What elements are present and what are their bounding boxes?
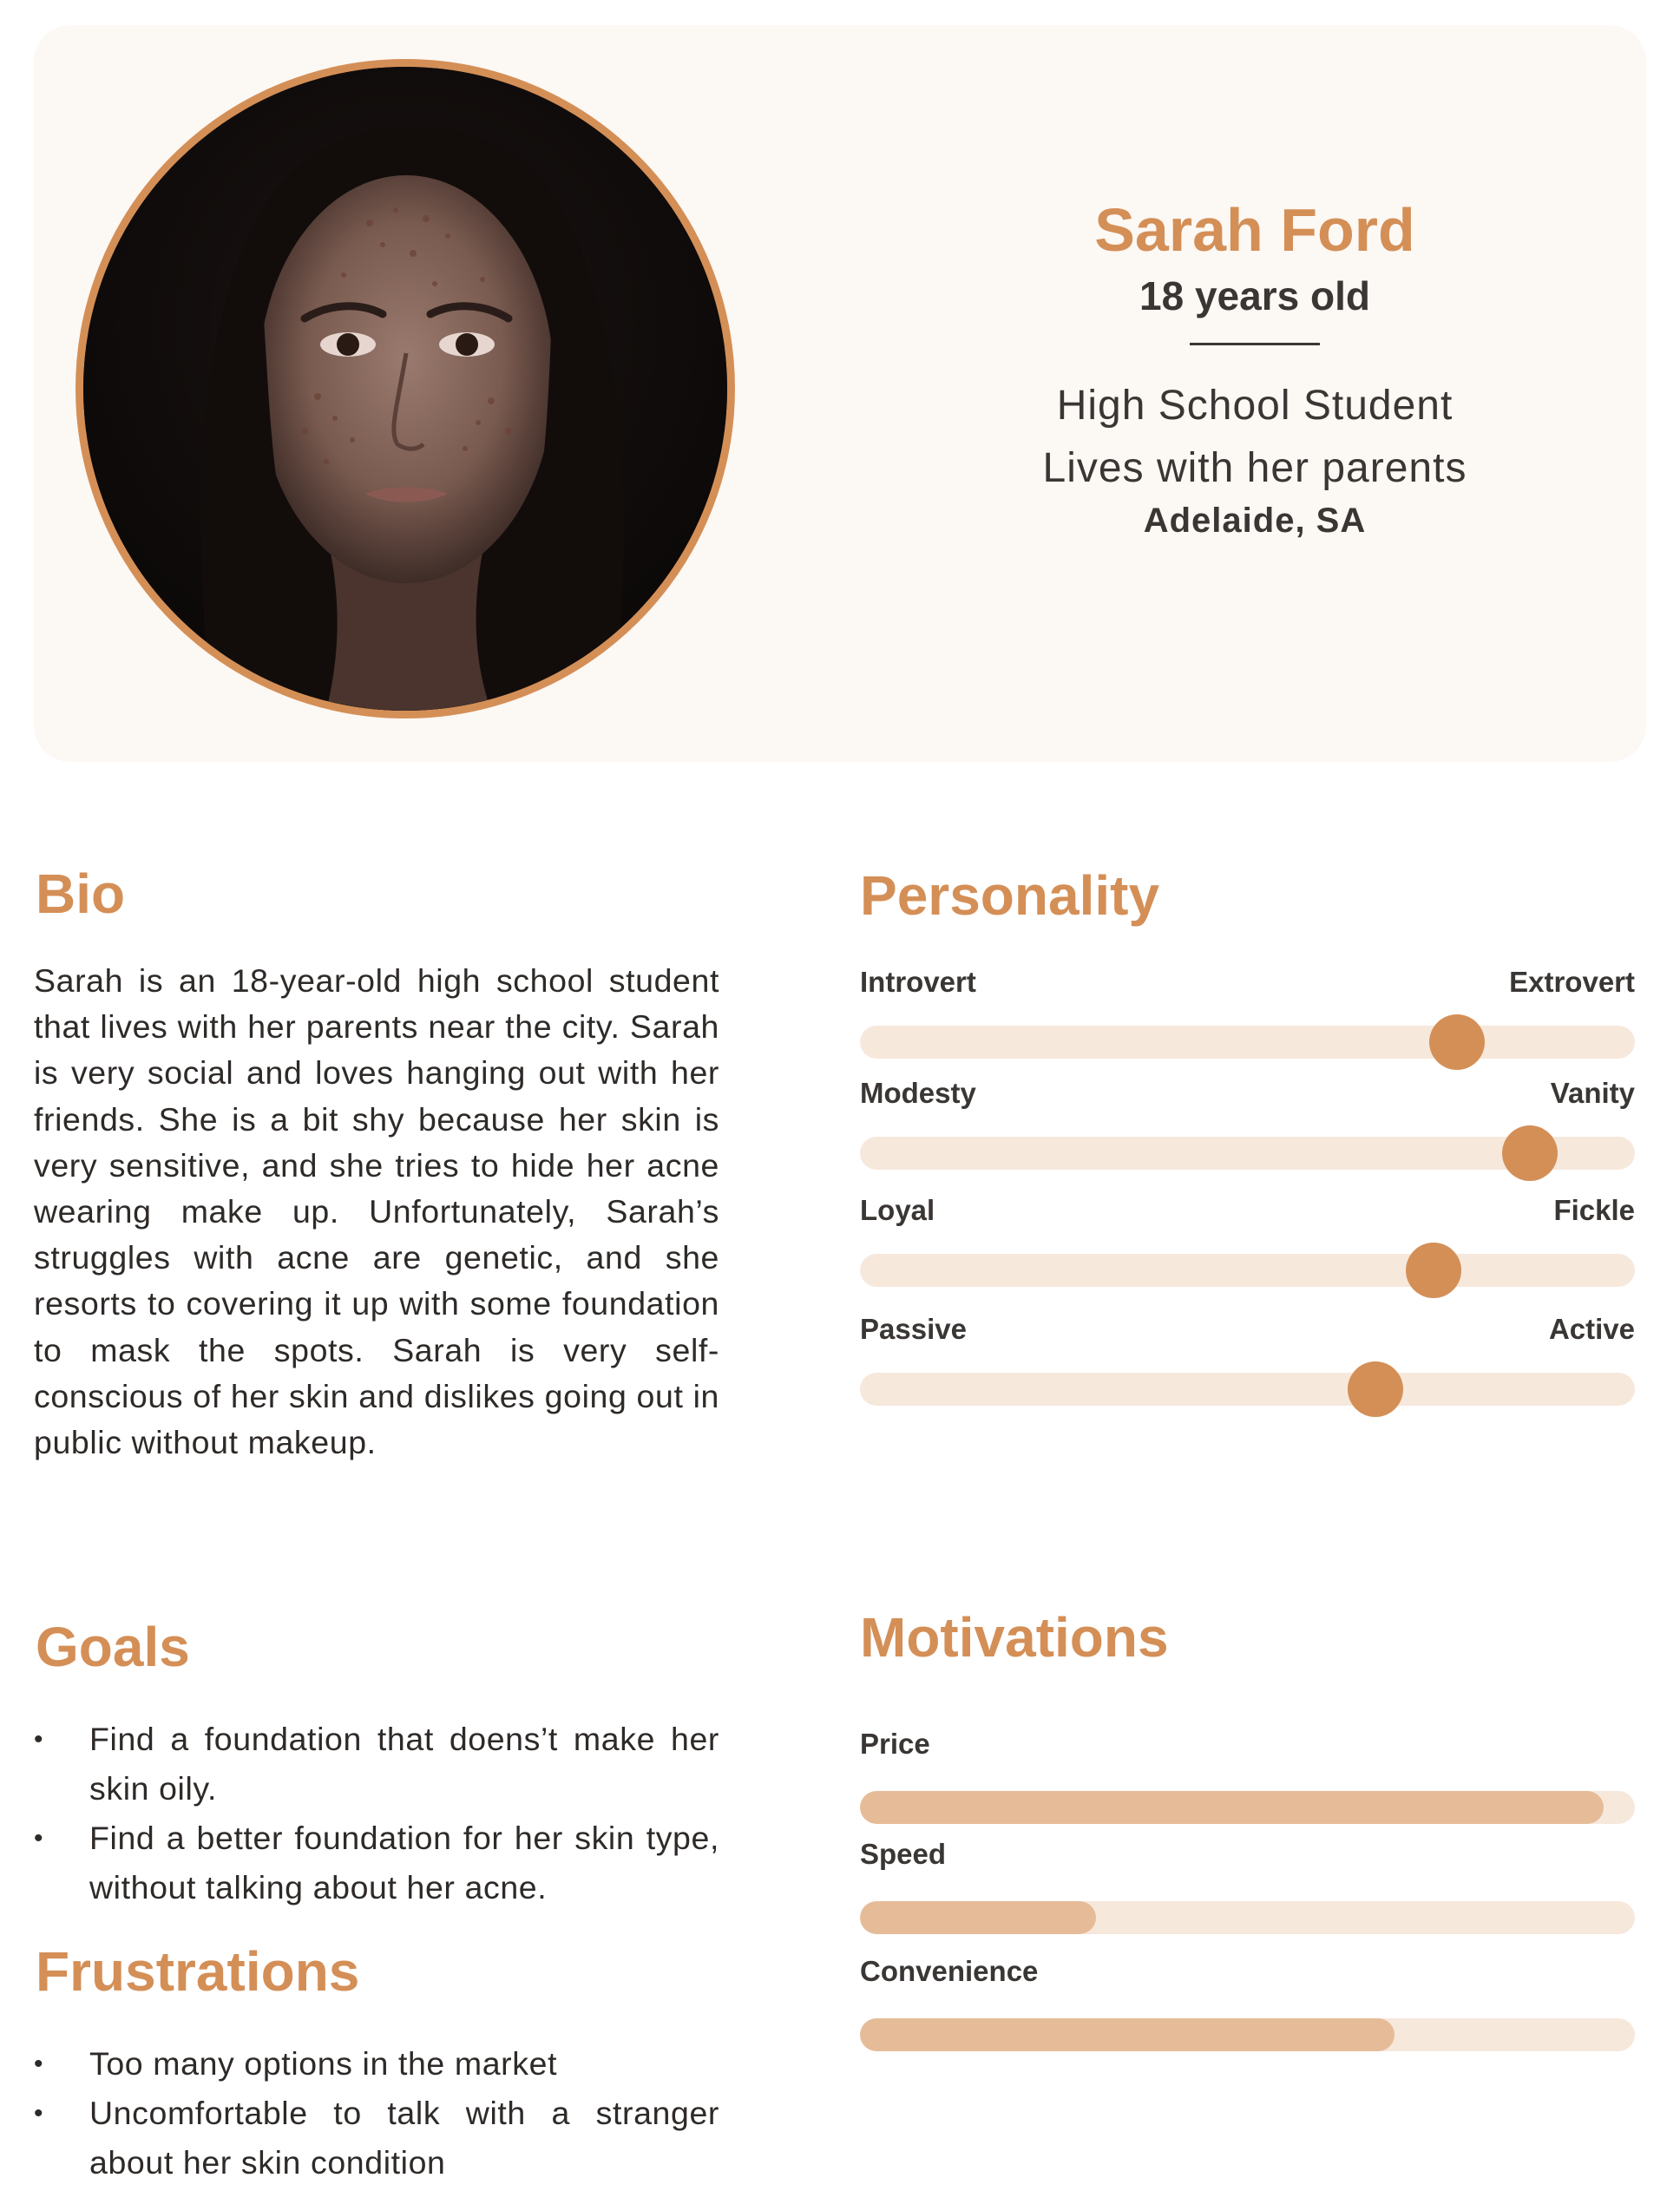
motivation-bar-fill <box>860 1901 1096 1934</box>
trait-modesty-vanity <box>860 1076 1635 1170</box>
list-item: • Find a better foundation for her skin type, without talking about her acne. <box>34 1814 719 1912</box>
trait-left-label: Modesty <box>860 1077 976 1109</box>
trait-left-label: Passive <box>860 1313 967 1345</box>
persona-location: Adelaide, SA <box>1143 501 1367 540</box>
trait-right-label: Fickle <box>1553 1194 1635 1226</box>
trait-left-label: Loyal <box>860 1194 935 1226</box>
trait-slider-knob[interactable] <box>1429 1014 1485 1070</box>
persona-age: 18 years old <box>1139 273 1370 318</box>
trait-slider-knob[interactable] <box>1406 1243 1461 1298</box>
motivation-bar-fill <box>860 2018 1395 2051</box>
motivation-bar-fill <box>860 1791 1604 1824</box>
bio-title: Bio <box>36 863 126 925</box>
motivation-speed <box>860 1837 1635 1934</box>
motivation-price <box>860 1727 1635 1824</box>
trait-introvert-extrovert <box>860 965 1635 1059</box>
trait-slider-knob[interactable] <box>1348 1361 1403 1417</box>
motivation-track <box>860 1901 1635 1934</box>
trait-track <box>860 1373 1635 1406</box>
trait-loyal-fickle <box>860 1193 1635 1287</box>
bio-text: Sarah is an 18-year-old high school student that lives with her parents near the city. Sarah is very social and loves hanging out with her friends. She is a bit shy because her skin is very sensitive, and she tries to hide her acne wearing make up. Unfortunately, Sarah’s struggles with acne are genetic, and she resorts to covering it up with some foundation to mask the spots. Sarah is very self-conscious of her skin and dislikes going out in public without makeup. <box>34 962 719 1461</box>
divider <box>1190 343 1320 345</box>
trait-slider-knob[interactable] <box>1502 1125 1558 1181</box>
list-item: • Uncomfortable to talk with a stranger about her skin condition <box>34 2089 719 2188</box>
motivation-track <box>860 2018 1635 2051</box>
motivation-label: Convenience <box>860 1955 1039 1987</box>
portrait-photo <box>75 59 735 718</box>
profile-identity <box>994 196 1515 541</box>
motivations-title: Motivations <box>860 1606 1169 1669</box>
goals-title: Goals <box>36 1616 190 1678</box>
motivation-convenience <box>860 1954 1635 2051</box>
trait-right-label: Vanity <box>1550 1077 1635 1109</box>
persona-living: Lives with her parents <box>1042 444 1467 491</box>
trait-track <box>860 1026 1635 1059</box>
trait-track <box>860 1137 1635 1170</box>
trait-track <box>860 1254 1635 1287</box>
persona-name: Sarah Ford <box>1094 196 1415 264</box>
list-item: • Find a foundation that doens’t make her skin oily. <box>34 1715 719 1814</box>
personality-title: Personality <box>860 864 1160 927</box>
trait-right-label: Extrovert <box>1509 966 1635 998</box>
frustrations-list <box>34 2039 719 2188</box>
persona-occupation: High School Student <box>1056 382 1454 429</box>
motivation-label: Speed <box>860 1838 947 1870</box>
list-item: • Too many options in the market <box>34 2039 719 2089</box>
portrait-photo-icon <box>83 67 727 711</box>
trait-left-label: Introvert <box>860 966 976 998</box>
goals-list <box>34 1715 719 1912</box>
trait-right-label: Active <box>1548 1313 1635 1345</box>
motivation-label: Price <box>860 1728 930 1760</box>
motivation-track <box>860 1791 1635 1824</box>
trait-passive-active <box>860 1312 1635 1406</box>
frustrations-title: Frustrations <box>36 1940 360 2003</box>
